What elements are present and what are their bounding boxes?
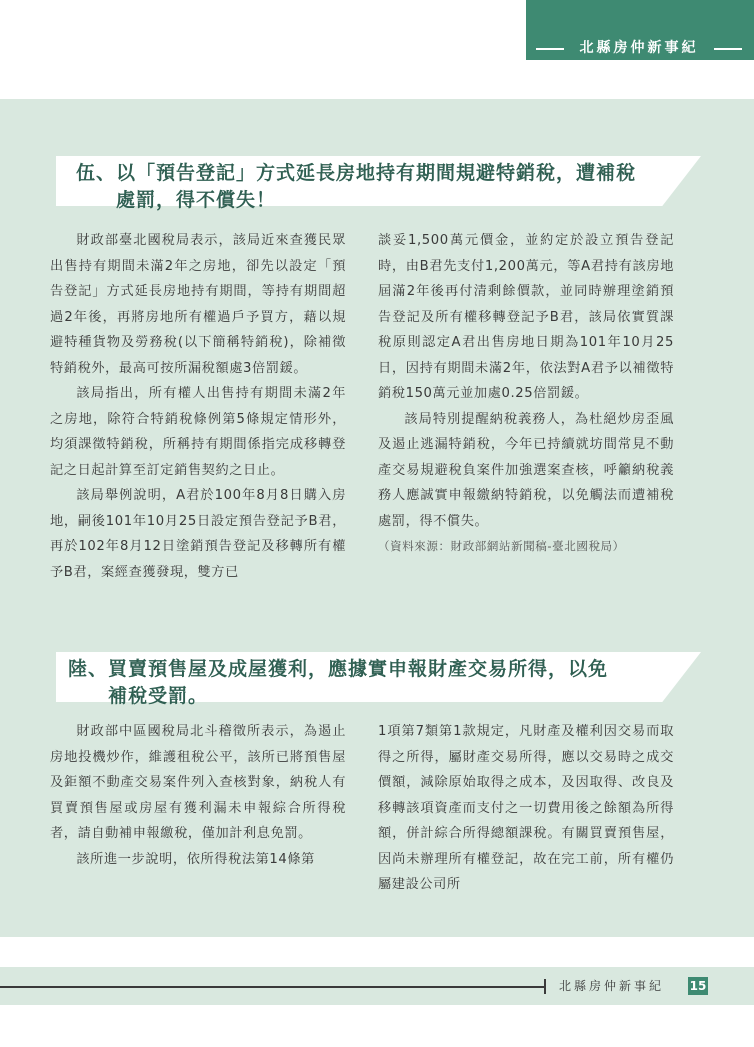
section-2-heading-line2: 補稅受罰。: [108, 685, 209, 707]
footer-rule-tick: [544, 979, 546, 994]
section-2-heading: [68, 656, 698, 710]
header-rule-right: [714, 48, 742, 50]
section-1-heading-line2: 處罰，得不償失！: [116, 189, 277, 211]
source-citation: （資料來源：財政部網站新聞稿-臺北國稅局）: [378, 539, 625, 553]
section-1-heading: [76, 160, 696, 214]
paragraph: 該所進一步說明，依所得稅法第14條第: [76, 851, 315, 867]
paragraph: 該局特別提醒納稅義務人，為杜絕炒房歪風及遏止逃漏特銷稅，今年已持續就坊間常見不動產交易規避稅負案件加強選案查核，呼籲納稅義務人應誠實申報繳納特銷稅，以免觸法而遭補稅處罰，得不償失。: [378, 411, 674, 529]
header-tab: [526, 0, 754, 60]
section-2-column-left: [50, 719, 346, 872]
section-1-column-right: [378, 228, 674, 560]
section-2-heading-line1: 陸、買賣預售屋及成屋獲利，應據實申報財產交易所得，以免: [68, 658, 609, 680]
paragraph: 談妥1,500萬元價金，並約定於設立預告登記時，由B君先支付1,200萬元，等A君持有該房地屆滿2年後再付清剩餘價款，並同時辦理塗銷預告登記及所有權移轉登記予B君，該局依實質課稅原則認定A君出售房地日期為101年10月25日，因持有期間未滿2年，依法對A君予以補徵特銷稅150萬元並加處0.25倍罰鍰。: [378, 233, 674, 401]
section-2-column-right: [378, 719, 674, 898]
page-number: 15: [689, 979, 707, 993]
paragraph: 財政部臺北國稅局表示，該局近來查獲民眾出售持有期間未滿2年之房地，卻先以設定「預告登記」方式延長房地持有期間，等持有期間超過2年後，再將房地所有權過戶予買方，藉以規避特種貨物及勞務稅(以下簡稱特銷稅)，除補徵特銷稅外，最高可按所漏稅額處3倍罰鍰。: [50, 233, 346, 376]
header-publication-title: 北縣房仲新事紀: [579, 40, 699, 56]
paragraph: 財政部中區國稅局北斗稽徵所表示，為遏止房地投機炒作，維護租稅公平，該所已將預售屋及鉅額不動產交易案件列入查核對象，納稅人有買賣預售屋或房屋有獲利漏未申報綜合所得稅者，請自動補申報繳稅，僅加計利息免罰。: [50, 724, 346, 841]
paragraph: 該局指出，所有權人出售持有期間未滿2年之房地，除符合特銷稅條例第5條規定情形外，均須課徵特銷稅，所稱持有期間係指完成移轉登記之日起計算至訂定銷售契約之日止。: [50, 386, 346, 478]
page-footer: [0, 967, 754, 1005]
paragraph: 1項第7類第1款規定，凡財產及權利因交易而取得之所得，屬財產交易所得，應以交易時之成交價額，減除原始取得之成本，及因取得、改良及移轉該項資產而支付之一切費用後之餘額為所得額，併計綜合所得總額課稅。有關買賣預售屋，因尚未辦理所有權登記，故在完工前，所有權仍屬建設公司所: [378, 724, 674, 892]
section-1-column-left: [50, 228, 346, 585]
paragraph: 該局舉例說明，A君於100年8月8日購入房地，嗣後101年10月25日設定預告登記予B君，再於102年8月12日塗銷預告登記及移轉所有權予B君，案經查獲發現，雙方已: [50, 488, 346, 580]
footer-publication-title: 北縣房仲新事紀: [559, 979, 665, 993]
section-1-heading-line1: 伍、以「預告登記」方式延長房地持有期間規避特銷稅，遭補稅: [76, 162, 637, 184]
header-rule-left: [536, 48, 564, 50]
footer-rule: [0, 986, 545, 988]
